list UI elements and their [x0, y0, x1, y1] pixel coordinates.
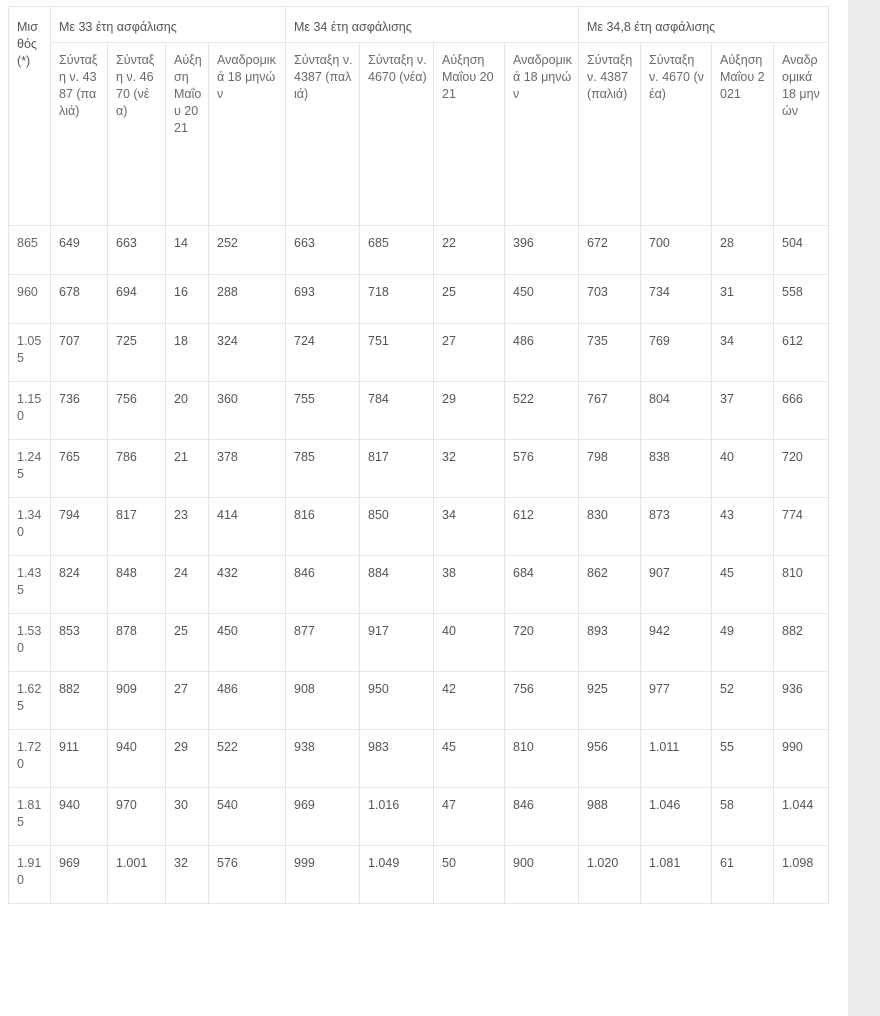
table-cell: 24 [166, 556, 209, 614]
table-cell: 786 [108, 440, 166, 498]
table-cell: 663 [286, 226, 360, 275]
table-cell: 1.081 [641, 846, 712, 904]
table-cell: 900 [505, 846, 579, 904]
table-cell: 877 [286, 614, 360, 672]
table-cell: 769 [641, 324, 712, 382]
table-cell: 724 [286, 324, 360, 382]
salary-cell: 1.720 [9, 730, 51, 788]
table-cell: 1.020 [579, 846, 641, 904]
table-cell: 884 [360, 556, 434, 614]
table-cell: 940 [51, 788, 108, 846]
table-cell: 725 [108, 324, 166, 382]
table-cell: 694 [108, 275, 166, 324]
table-cell: 850 [360, 498, 434, 556]
table-cell: 34 [434, 498, 505, 556]
table-cell: 720 [505, 614, 579, 672]
table-cell: 1.049 [360, 846, 434, 904]
table-cell: 703 [579, 275, 641, 324]
table-cell: 29 [166, 730, 209, 788]
table-cell: 817 [108, 498, 166, 556]
table-cell: 672 [579, 226, 641, 275]
table-cell: 798 [579, 440, 641, 498]
table-cell: 40 [712, 440, 774, 498]
table-cell: 522 [209, 730, 286, 788]
table-cell: 878 [108, 614, 166, 672]
table-row [9, 440, 829, 498]
table-cell: 909 [108, 672, 166, 730]
table-cell: 938 [286, 730, 360, 788]
table-cell: 824 [51, 556, 108, 614]
table-cell: 751 [360, 324, 434, 382]
table-row [9, 730, 829, 788]
table-cell: 22 [434, 226, 505, 275]
subheader-old-pension: Σύνταξη ν. 4387 (παλιά) [51, 43, 108, 226]
table-cell: 30 [166, 788, 209, 846]
table-cell: 252 [209, 226, 286, 275]
table-row [9, 275, 829, 324]
table-cell: 23 [166, 498, 209, 556]
sub-header-row [9, 43, 829, 226]
table-cell: 324 [209, 324, 286, 382]
group-header-34-years: Με 34 έτη ασφάλισης [286, 7, 579, 43]
table-cell: 25 [434, 275, 505, 324]
page-sidebar-strip [848, 0, 880, 1016]
table-cell: 765 [51, 440, 108, 498]
table-cell: 450 [505, 275, 579, 324]
salary-cell: 865 [9, 226, 51, 275]
table-cell: 612 [505, 498, 579, 556]
salary-cell: 1.530 [9, 614, 51, 672]
salary-cell: 1.435 [9, 556, 51, 614]
subheader-retroactive: Αναδρομικά 18 μηνών [774, 43, 829, 226]
subheader-may-increase: Αύξηση Μαΐου 2021 [712, 43, 774, 226]
table-cell: 38 [434, 556, 505, 614]
table-cell: 882 [774, 614, 829, 672]
table-cell: 32 [166, 846, 209, 904]
table-cell: 942 [641, 614, 712, 672]
subheader-new-pension: Σύνταξη ν. 4670 (νέα) [108, 43, 166, 226]
table-row [9, 498, 829, 556]
table-cell: 817 [360, 440, 434, 498]
table-row [9, 556, 829, 614]
table-cell: 37 [712, 382, 774, 440]
table-cell: 908 [286, 672, 360, 730]
table-cell: 18 [166, 324, 209, 382]
table-cell: 999 [286, 846, 360, 904]
table-cell: 45 [434, 730, 505, 788]
salary-cell: 1.150 [9, 382, 51, 440]
table-cell: 61 [712, 846, 774, 904]
table-cell: 432 [209, 556, 286, 614]
table-cell: 28 [712, 226, 774, 275]
table-cell: 576 [505, 440, 579, 498]
table-cell: 685 [360, 226, 434, 275]
table-cell: 649 [51, 226, 108, 275]
table-cell: 558 [774, 275, 829, 324]
table-cell: 25 [166, 614, 209, 672]
table-cell: 31 [712, 275, 774, 324]
subheader-may-increase: Αύξηση Μαΐου 2021 [166, 43, 209, 226]
group-header-33-years: Με 33 έτη ασφάλισης [51, 7, 286, 43]
table-cell: 794 [51, 498, 108, 556]
table-cell: 27 [434, 324, 505, 382]
table-cell: 853 [51, 614, 108, 672]
group-header-34-8-years: Με 34,8 έτη ασφάλισης [579, 7, 829, 43]
table-cell: 969 [286, 788, 360, 846]
table-cell: 42 [434, 672, 505, 730]
table-cell: 907 [641, 556, 712, 614]
table-cell: 50 [434, 846, 505, 904]
table-cell: 846 [286, 556, 360, 614]
table-cell: 29 [434, 382, 505, 440]
subheader-new-pension: Σύνταξη ν. 4670 (νέα) [641, 43, 712, 226]
table-row [9, 226, 829, 275]
table-cell: 940 [108, 730, 166, 788]
table-cell: 55 [712, 730, 774, 788]
table-cell: 785 [286, 440, 360, 498]
table-cell: 707 [51, 324, 108, 382]
table-cell: 43 [712, 498, 774, 556]
table-cell: 774 [774, 498, 829, 556]
table-cell: 684 [505, 556, 579, 614]
table-cell: 755 [286, 382, 360, 440]
table-cell: 756 [108, 382, 166, 440]
table-cell: 720 [774, 440, 829, 498]
table-cell: 736 [51, 382, 108, 440]
subheader-old-pension: Σύνταξη ν. 4387 (παλιά) [286, 43, 360, 226]
table-cell: 838 [641, 440, 712, 498]
table-cell: 917 [360, 614, 434, 672]
table-cell: 925 [579, 672, 641, 730]
table-cell: 16 [166, 275, 209, 324]
table-cell: 700 [641, 226, 712, 275]
table-cell: 911 [51, 730, 108, 788]
table-row [9, 672, 829, 730]
table-cell: 540 [209, 788, 286, 846]
group-header-row [9, 7, 829, 43]
table-container [8, 6, 829, 904]
table-cell: 862 [579, 556, 641, 614]
salary-cell: 1.910 [9, 846, 51, 904]
salary-cell: 1.055 [9, 324, 51, 382]
table-cell: 40 [434, 614, 505, 672]
table-cell: 1.001 [108, 846, 166, 904]
subheader-retroactive: Αναδρομικά 18 μηνών [209, 43, 286, 226]
table-cell: 612 [774, 324, 829, 382]
table-cell: 34 [712, 324, 774, 382]
salary-cell: 1.625 [9, 672, 51, 730]
table-cell: 486 [209, 672, 286, 730]
table-cell: 504 [774, 226, 829, 275]
table-cell: 848 [108, 556, 166, 614]
table-cell: 804 [641, 382, 712, 440]
table-cell: 988 [579, 788, 641, 846]
table-row [9, 614, 829, 672]
table-cell: 1.098 [774, 846, 829, 904]
subheader-may-increase: Αύξηση Μαΐου 2021 [434, 43, 505, 226]
table-cell: 784 [360, 382, 434, 440]
table-cell: 396 [505, 226, 579, 275]
table-cell: 663 [108, 226, 166, 275]
table-cell: 522 [505, 382, 579, 440]
subheader-old-pension: Σύνταξη ν. 4387 (παλιά) [579, 43, 641, 226]
salary-cell: 1.340 [9, 498, 51, 556]
table-cell: 756 [505, 672, 579, 730]
table-cell: 810 [774, 556, 829, 614]
table-cell: 32 [434, 440, 505, 498]
table-cell: 830 [579, 498, 641, 556]
table-cell: 486 [505, 324, 579, 382]
table-cell: 678 [51, 275, 108, 324]
table-cell: 767 [579, 382, 641, 440]
table-cell: 990 [774, 730, 829, 788]
table-cell: 414 [209, 498, 286, 556]
table-cell: 1.046 [641, 788, 712, 846]
table-cell: 893 [579, 614, 641, 672]
pension-table [8, 6, 829, 904]
table-cell: 58 [712, 788, 774, 846]
table-cell: 956 [579, 730, 641, 788]
table-cell: 693 [286, 275, 360, 324]
table-row [9, 846, 829, 904]
table-cell: 378 [209, 440, 286, 498]
table-row [9, 324, 829, 382]
table-cell: 810 [505, 730, 579, 788]
table-cell: 846 [505, 788, 579, 846]
table-cell: 734 [641, 275, 712, 324]
table-cell: 14 [166, 226, 209, 275]
table-cell: 970 [108, 788, 166, 846]
table-cell: 288 [209, 275, 286, 324]
table-cell: 950 [360, 672, 434, 730]
table-cell: 52 [712, 672, 774, 730]
salary-cell: 1.815 [9, 788, 51, 846]
table-cell: 360 [209, 382, 286, 440]
table-cell: 969 [51, 846, 108, 904]
table-cell: 1.044 [774, 788, 829, 846]
table-cell: 666 [774, 382, 829, 440]
table-cell: 735 [579, 324, 641, 382]
table-cell: 718 [360, 275, 434, 324]
table-cell: 977 [641, 672, 712, 730]
table-cell: 1.011 [641, 730, 712, 788]
table-cell: 49 [712, 614, 774, 672]
table-cell: 936 [774, 672, 829, 730]
table-row [9, 788, 829, 846]
table-cell: 1.016 [360, 788, 434, 846]
subheader-new-pension: Σύνταξη ν. 4670 (νέα) [360, 43, 434, 226]
table-cell: 882 [51, 672, 108, 730]
salary-cell: 960 [9, 275, 51, 324]
salary-header: Μισθός (*) [9, 7, 51, 226]
table-cell: 873 [641, 498, 712, 556]
table-cell: 45 [712, 556, 774, 614]
table-cell: 450 [209, 614, 286, 672]
table-cell: 576 [209, 846, 286, 904]
table-cell: 20 [166, 382, 209, 440]
table-cell: 21 [166, 440, 209, 498]
table-cell: 816 [286, 498, 360, 556]
salary-cell: 1.245 [9, 440, 51, 498]
subheader-retroactive: Αναδρομικά 18 μηνών [505, 43, 579, 226]
table-cell: 27 [166, 672, 209, 730]
table-cell: 47 [434, 788, 505, 846]
table-row [9, 382, 829, 440]
table-cell: 983 [360, 730, 434, 788]
